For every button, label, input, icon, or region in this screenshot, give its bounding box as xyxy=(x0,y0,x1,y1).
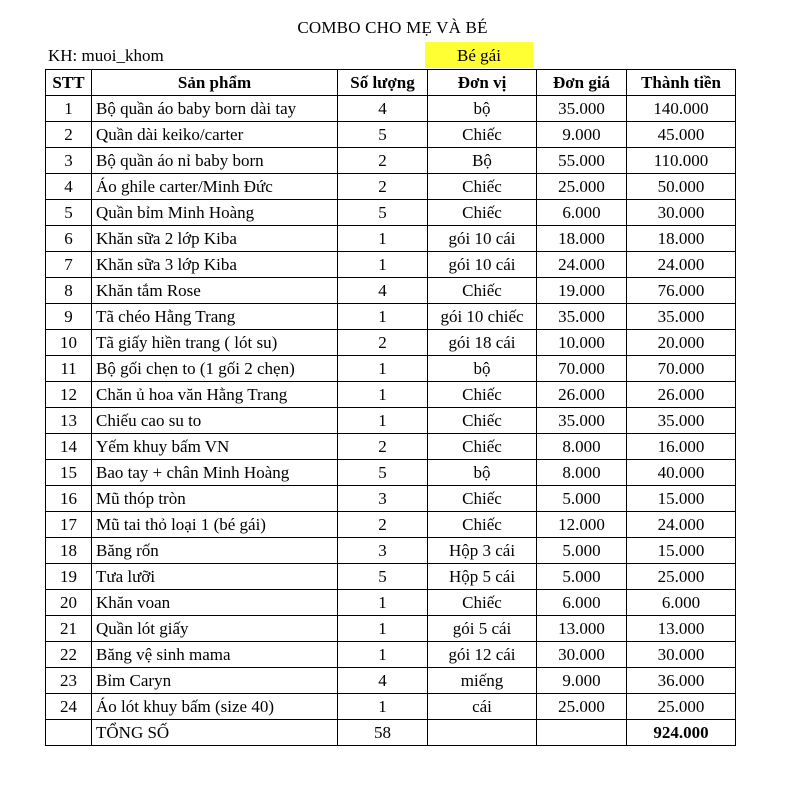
cell-unit: bộ xyxy=(428,460,537,486)
cell-unit: Hộp 5 cái xyxy=(428,564,537,590)
cell-unit: Chiếc xyxy=(428,382,537,408)
cell-qty: 1 xyxy=(338,304,428,330)
gender-highlight-cell: Bé gái xyxy=(425,42,533,68)
total-label: TỔNG SỐ xyxy=(92,720,338,746)
cell-price: 12.000 xyxy=(537,512,627,538)
cell-price: 25.000 xyxy=(537,174,627,200)
total-row xyxy=(46,720,736,746)
total-stt-cell xyxy=(46,720,92,746)
table-row xyxy=(46,434,736,460)
cell-qty: 2 xyxy=(338,512,428,538)
cell-product: Bỉm Caryn xyxy=(92,668,338,694)
cell-product: Mũ thóp tròn xyxy=(92,486,338,512)
cell-stt: 3 xyxy=(46,148,92,174)
header-price: Đơn giá xyxy=(537,70,627,96)
header-product: Sản phẩm xyxy=(92,70,338,96)
cell-product: Khăn sữa 2 lớp Kiba xyxy=(92,226,338,252)
cell-qty: 5 xyxy=(338,460,428,486)
cell-stt: 23 xyxy=(46,668,92,694)
cell-qty: 4 xyxy=(338,668,428,694)
cell-product: Bộ quần áo baby born dài tay xyxy=(92,96,338,122)
table-row xyxy=(46,642,736,668)
table-row xyxy=(46,278,736,304)
cell-price: 70.000 xyxy=(537,356,627,382)
cell-total: 36.000 xyxy=(627,668,736,694)
cell-stt: 5 xyxy=(46,200,92,226)
cell-total: 26.000 xyxy=(627,382,736,408)
cell-total: 24.000 xyxy=(627,252,736,278)
cell-price: 13.000 xyxy=(537,616,627,642)
cell-qty: 5 xyxy=(338,122,428,148)
cell-total: 30.000 xyxy=(627,200,736,226)
cell-qty: 3 xyxy=(338,486,428,512)
cell-product: Chiếu cao su to xyxy=(92,408,338,434)
cell-price: 24.000 xyxy=(537,252,627,278)
cell-unit: Chiếc xyxy=(428,434,537,460)
cell-unit: gói 12 cái xyxy=(428,642,537,668)
cell-unit: Chiếc xyxy=(428,278,537,304)
cell-price: 5.000 xyxy=(537,538,627,564)
cell-stt: 14 xyxy=(46,434,92,460)
total-unit-cell xyxy=(428,720,537,746)
cell-total: 35.000 xyxy=(627,408,736,434)
table-row xyxy=(46,200,736,226)
table-row xyxy=(46,226,736,252)
sheet-title: COMBO CHO MẸ VÀ BÉ xyxy=(297,18,488,37)
cell-total: 16.000 xyxy=(627,434,736,460)
cell-price: 9.000 xyxy=(537,122,627,148)
cell-qty: 5 xyxy=(338,200,428,226)
cell-stt: 10 xyxy=(46,330,92,356)
cell-stt: 13 xyxy=(46,408,92,434)
table-row xyxy=(46,538,736,564)
cell-qty: 2 xyxy=(338,174,428,200)
cell-total: 35.000 xyxy=(627,304,736,330)
cell-stt: 15 xyxy=(46,460,92,486)
table-row xyxy=(46,694,736,720)
cell-total: 25.000 xyxy=(627,694,736,720)
cell-price: 25.000 xyxy=(537,694,627,720)
cell-stt: 9 xyxy=(46,304,92,330)
cell-product: Khăn tắm Rose xyxy=(92,278,338,304)
cell-unit: Chiếc xyxy=(428,486,537,512)
cell-stt: 4 xyxy=(46,174,92,200)
total-qty: 58 xyxy=(338,720,428,746)
table-row xyxy=(46,252,736,278)
table-row xyxy=(46,590,736,616)
cell-product: Tã chéo Hằng Trang xyxy=(92,304,338,330)
header-total: Thành tiền xyxy=(627,70,736,96)
table-row xyxy=(46,408,736,434)
cell-price: 35.000 xyxy=(537,408,627,434)
cell-price: 5.000 xyxy=(537,486,627,512)
cell-stt: 20 xyxy=(46,590,92,616)
customer-label: KH: muoi_khom xyxy=(48,46,164,65)
table-row xyxy=(46,174,736,200)
cell-price: 55.000 xyxy=(537,148,627,174)
cell-product: Khăn voan xyxy=(92,590,338,616)
cell-total: 20.000 xyxy=(627,330,736,356)
cell-total: 110.000 xyxy=(627,148,736,174)
cell-price: 35.000 xyxy=(537,304,627,330)
cell-total: 24.000 xyxy=(627,512,736,538)
table-row xyxy=(46,122,736,148)
cell-qty: 2 xyxy=(338,434,428,460)
cell-product: Yếm khuy bấm VN xyxy=(92,434,338,460)
cell-price: 26.000 xyxy=(537,382,627,408)
cell-stt: 21 xyxy=(46,616,92,642)
cell-product: Áo ghile carter/Minh Đức xyxy=(92,174,338,200)
cell-price: 5.000 xyxy=(537,564,627,590)
cell-total: 45.000 xyxy=(627,122,736,148)
cell-product: Mũ tai thỏ loại 1 (bé gái) xyxy=(92,512,338,538)
cell-qty: 4 xyxy=(338,96,428,122)
cell-product: Khăn sữa 3 lớp Kiba xyxy=(92,252,338,278)
cell-unit: gói 10 chiếc xyxy=(428,304,537,330)
cell-qty: 4 xyxy=(338,278,428,304)
cell-unit: gói 5 cái xyxy=(428,616,537,642)
cell-price: 8.000 xyxy=(537,434,627,460)
cell-unit: Chiếc xyxy=(428,200,537,226)
cell-unit: miếng xyxy=(428,668,537,694)
cell-qty: 1 xyxy=(338,694,428,720)
header-qty: Số lượng xyxy=(338,70,428,96)
cell-qty: 1 xyxy=(338,590,428,616)
cell-price: 19.000 xyxy=(537,278,627,304)
cell-product: Quần dài keiko/carter xyxy=(92,122,338,148)
cell-total: 6.000 xyxy=(627,590,736,616)
cell-price: 6.000 xyxy=(537,590,627,616)
table-row xyxy=(46,356,736,382)
cell-product: Quần lót giấy xyxy=(92,616,338,642)
cell-stt: 16 xyxy=(46,486,92,512)
cell-product: Băng rốn xyxy=(92,538,338,564)
table-row xyxy=(46,382,736,408)
cell-unit: Hộp 3 cái xyxy=(428,538,537,564)
table-row xyxy=(46,486,736,512)
cell-total: 76.000 xyxy=(627,278,736,304)
cell-price: 8.000 xyxy=(537,460,627,486)
cell-total: 25.000 xyxy=(627,564,736,590)
cell-total: 15.000 xyxy=(627,538,736,564)
cell-product: Bộ quần áo nỉ baby born xyxy=(92,148,338,174)
cell-product: Tưa lưỡi xyxy=(92,564,338,590)
table-row xyxy=(46,668,736,694)
cell-stt: 12 xyxy=(46,382,92,408)
cell-total: 30.000 xyxy=(627,642,736,668)
cell-price: 6.000 xyxy=(537,200,627,226)
table-row xyxy=(46,148,736,174)
cell-stt: 24 xyxy=(46,694,92,720)
cell-stt: 7 xyxy=(46,252,92,278)
total-price-cell xyxy=(537,720,627,746)
cell-stt: 2 xyxy=(46,122,92,148)
cell-qty: 1 xyxy=(338,642,428,668)
cell-unit: Chiếc xyxy=(428,122,537,148)
cell-qty: 1 xyxy=(338,226,428,252)
cell-qty: 1 xyxy=(338,356,428,382)
cell-total: 15.000 xyxy=(627,486,736,512)
cell-unit: cái xyxy=(428,694,537,720)
cell-stt: 18 xyxy=(46,538,92,564)
cell-total: 70.000 xyxy=(627,356,736,382)
cell-price: 35.000 xyxy=(537,96,627,122)
cell-product: Bao tay + chân Minh Hoàng xyxy=(92,460,338,486)
table-row xyxy=(46,96,736,122)
cell-qty: 3 xyxy=(338,538,428,564)
cell-price: 9.000 xyxy=(537,668,627,694)
cell-unit: bộ xyxy=(428,96,537,122)
table-row xyxy=(46,616,736,642)
cell-unit: gói 10 cái xyxy=(428,252,537,278)
cell-stt: 19 xyxy=(46,564,92,590)
cell-qty: 1 xyxy=(338,616,428,642)
cell-unit: Chiếc xyxy=(428,512,537,538)
cell-total: 140.000 xyxy=(627,96,736,122)
cell-unit: Chiếc xyxy=(428,408,537,434)
cell-unit: Bộ xyxy=(428,148,537,174)
table-row xyxy=(46,460,736,486)
cell-total: 40.000 xyxy=(627,460,736,486)
cell-stt: 6 xyxy=(46,226,92,252)
header-stt: STT xyxy=(46,70,92,96)
table-row xyxy=(46,330,736,356)
cell-stt: 8 xyxy=(46,278,92,304)
cell-qty: 1 xyxy=(338,382,428,408)
cell-unit: Chiếc xyxy=(428,590,537,616)
cell-unit: gói 10 cái xyxy=(428,226,537,252)
cell-qty: 2 xyxy=(338,330,428,356)
cell-unit: gói 18 cái xyxy=(428,330,537,356)
total-amount: 924.000 xyxy=(627,720,736,746)
table-row xyxy=(46,512,736,538)
table-row xyxy=(46,304,736,330)
header-unit: Đơn vị xyxy=(428,70,537,96)
cell-unit: bộ xyxy=(428,356,537,382)
cell-product: Chăn ủ hoa văn Hằng Trang xyxy=(92,382,338,408)
order-table xyxy=(45,69,736,746)
table-row xyxy=(46,564,736,590)
cell-qty: 1 xyxy=(338,252,428,278)
cell-stt: 1 xyxy=(46,96,92,122)
cell-unit: Chiếc xyxy=(428,174,537,200)
cell-price: 10.000 xyxy=(537,330,627,356)
cell-price: 18.000 xyxy=(537,226,627,252)
cell-total: 50.000 xyxy=(627,174,736,200)
cell-qty: 2 xyxy=(338,148,428,174)
cell-total: 13.000 xyxy=(627,616,736,642)
cell-stt: 17 xyxy=(46,512,92,538)
cell-product: Quần bỉm Minh Hoàng xyxy=(92,200,338,226)
cell-product: Áo lót khuy bấm (size 40) xyxy=(92,694,338,720)
cell-product: Tã giấy hiền trang ( lót su) xyxy=(92,330,338,356)
cell-stt: 22 xyxy=(46,642,92,668)
header-row xyxy=(46,70,736,96)
table-body xyxy=(46,96,736,720)
cell-qty: 1 xyxy=(338,408,428,434)
cell-product: Bộ gối chẹn to (1 gối 2 chẹn) xyxy=(92,356,338,382)
cell-qty: 5 xyxy=(338,564,428,590)
cell-total: 18.000 xyxy=(627,226,736,252)
cell-stt: 11 xyxy=(46,356,92,382)
cell-price: 30.000 xyxy=(537,642,627,668)
cell-product: Băng vệ sinh mama xyxy=(92,642,338,668)
